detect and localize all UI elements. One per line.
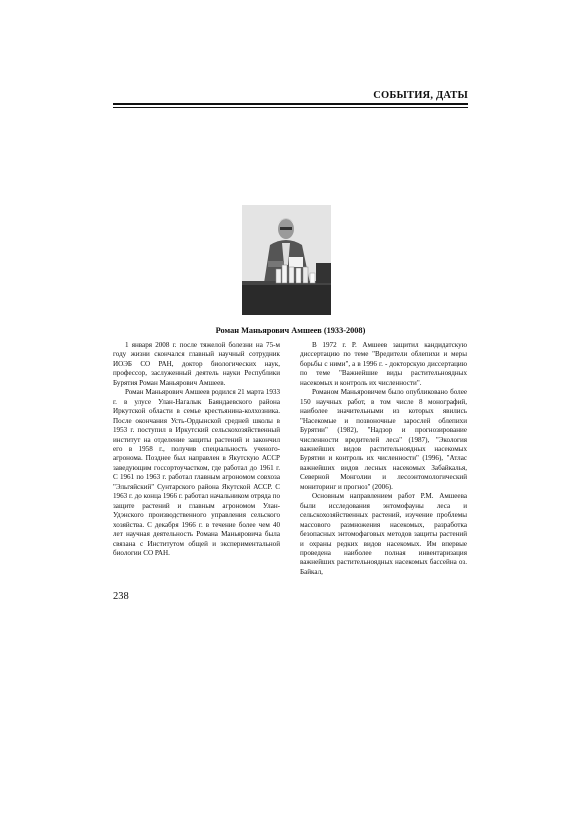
page-number: 238: [113, 591, 129, 602]
header-rule-thin: [113, 107, 468, 108]
photo-caption: Роман Маньярович Амшеев (1933-2008): [215, 326, 366, 335]
paragraph: Романом Маньяровичем было опубликовано более 150 научных работ, в том числе 8 монографий, наиболее значительными из которых явились "Насекомые и позвоночные зарослей облепихи Бурятии" (1982), "Надзор и прогнозирование численности вредителей леса" (1987), "Экология важнейших видов растительноядных насекомых Бурятии и контроль их численности" (1996), "Атлас важнейших видов лесных насекомых Забайкалья, Северной Монголии и лесоэнтомологический мониторинг и прогноз" (2006).: [300, 388, 467, 491]
portrait-photo: [242, 205, 331, 315]
left-column: [113, 341, 280, 558]
paragraph: Основным направлением работ Р.М. Амшеева были исследования энтомофауны леса и сельскохозяйственных растений, изучение проблемы массового размножения насекомых, разработка безопасных энтомофаговых методов защиты растений и охраны редких видов насекомых. Им впервые проведена наиболее полная инвентаризация важнейших растительноядных насекомых бассейна оз. Байкал,: [300, 492, 467, 576]
right-column: [300, 341, 467, 577]
section-header: СОБЫТИЯ, ДАТЫ: [373, 90, 468, 101]
header-rule-thick: [113, 103, 468, 105]
paragraph: Роман Маньярович Амшеев родился 21 марта 1933 г. в улусе Улан-Нагалык Баяндаевского района Иркутской области в семье крестьянина-колхозника. После окончания Усть-Ордынской средней школы в 1953 г. поступил в Иркутский сельскохозяйственный институт на отделение защиты растений и закончил его в 1958 г., получив специальность ученого-агронома. Позднее был направлен в Якутскую АССР заведующим госсортоучастком, где работал до 1961 г. С 1961 по 1963 г. работал главным агрономом совхоза "Эльгяйский" Сунтарского района Якутской АССР. С 1963 г. до конца 1966 г. работал начальником отряда по защите растений и главным агрономом Улан-Удэнского производственного управления сельского хозяйства. С декабря 1966 г. в течение более чем 40 лет научная деятельность Романа Маньяровича была связана с Институтом общей и экспериментальной биологии СО РАН.: [113, 388, 280, 557]
paragraph: В 1972 г. Р. Амшеев защитил кандидатскую диссертацию по теме "Вредители облепихи и меры борьбы с ними", а в 1996 г. - докторскую диссертацию по теме "Важнейшие виды растительноядных насекомых и контроль их численности".: [300, 341, 467, 387]
paragraph: 1 января 2008 г. после тяжелой болезни на 75-м году жизни скончался главный научный сотрудник ИОЭБ СО РАН, доктор биологических наук, профессор, заслуженный деятель науки Республики Бурятия Роман Маньярович Амшеев.: [113, 341, 280, 387]
